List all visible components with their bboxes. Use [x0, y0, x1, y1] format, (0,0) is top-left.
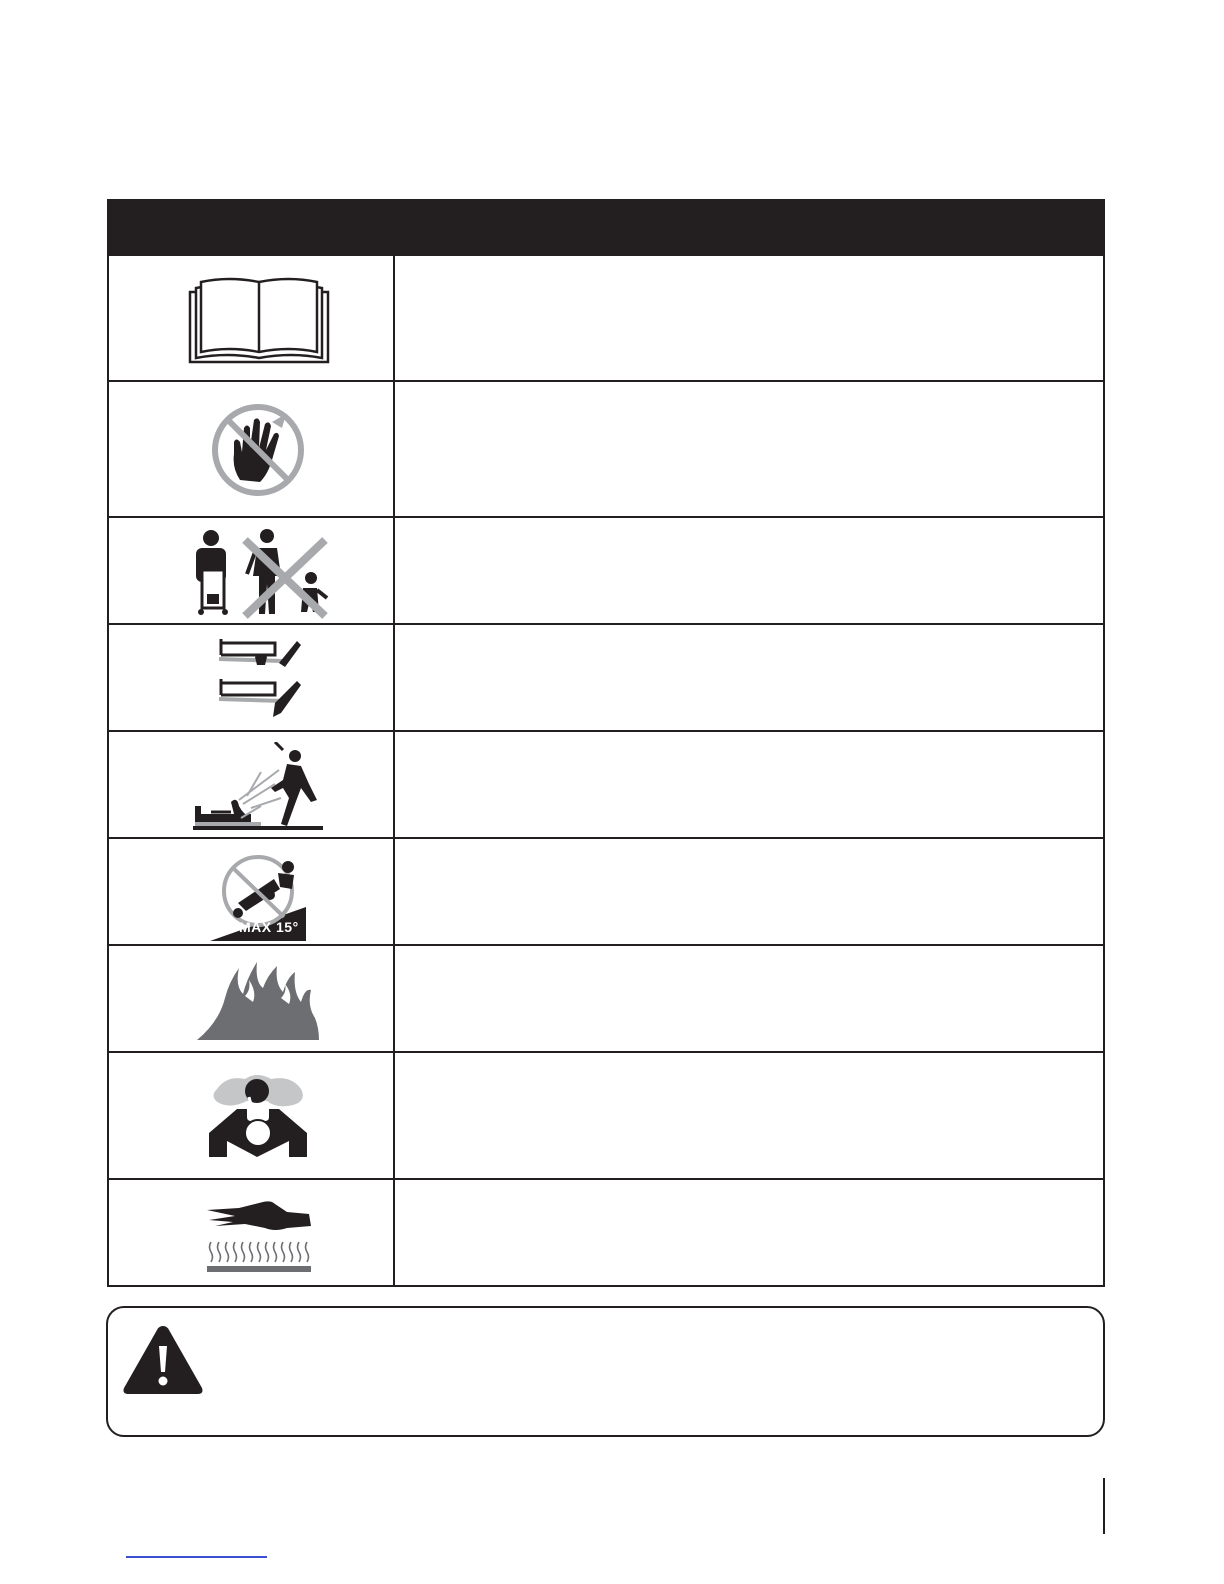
table-row	[109, 518, 1103, 625]
row-text	[395, 946, 1103, 1051]
safety-symbols-table	[107, 199, 1105, 1287]
warning-triangle-icon	[120, 1322, 206, 1398]
row-text	[395, 1053, 1103, 1178]
table-row	[109, 382, 1103, 518]
row-text	[395, 625, 1103, 730]
column-divider	[393, 256, 395, 1285]
warning-box	[106, 1306, 1105, 1437]
toxic-fumes-icon	[207, 1071, 309, 1159]
row-text	[395, 382, 1103, 516]
thrown-objects-icon	[191, 742, 325, 832]
read-manual-icon	[187, 274, 331, 366]
row-text	[395, 732, 1103, 837]
slope-max-label: MAX 15°	[239, 919, 299, 935]
row-text	[395, 518, 1103, 623]
table-row	[109, 946, 1103, 1053]
table-row	[109, 1053, 1103, 1180]
table-row	[109, 256, 1103, 382]
table-header	[109, 201, 1103, 256]
row-text	[395, 256, 1103, 380]
row-text	[395, 839, 1103, 944]
keep-bystanders-away-icon	[189, 526, 329, 620]
table-row	[109, 732, 1103, 839]
page-number-rule	[1103, 1478, 1105, 1534]
link-underline[interactable]	[126, 1556, 267, 1558]
no-hand-contact-icon	[210, 402, 306, 498]
blade-cutting-hazard-icon	[215, 633, 305, 723]
table-row	[109, 1180, 1103, 1285]
table-row	[109, 839, 1103, 946]
table-row	[109, 625, 1103, 732]
row-text	[395, 1180, 1103, 1285]
hot-surface-icon	[205, 1196, 313, 1276]
fire-hazard-icon	[195, 958, 321, 1042]
